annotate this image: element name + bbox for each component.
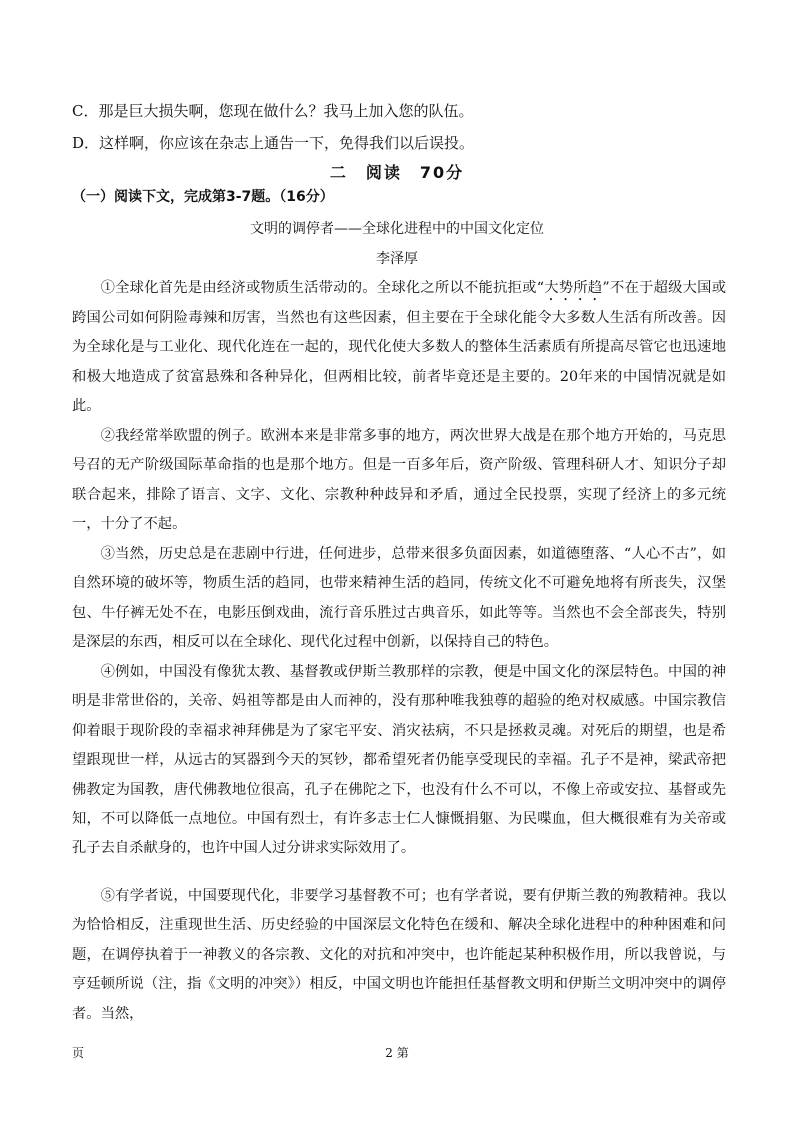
paragraph-1-text-a: ①全球化首先是由经济或物质生活带动的。全球化之所以不能抗拒或“ [100,280,545,296]
section-title: 二 阅读 70分 [329,163,465,182]
footer-page-label: 页 [72,1046,85,1060]
article-title: 文明的调停者——全球化进程中的中国文化定位 [250,221,544,237]
paragraph-4: ④例如，中国没有像犹太教、基督教或伊斯兰教那样的宗教，便是中国文化的深层特色。中国的神明是非常世俗的，关帝、妈祖等都是由人而神的，没有那种唯我独尊的超验的绝对权威感。中国宗教信仰着眼于现阶段的幸福求神拜佛是为了家宅平安、消灾祛病，不只是拯救灵魂。对死后的期望，也是希望跟现世一样，从远古的冥器到今天的冥钞，都希望死者仍能享受现民的幸福。孔子不是神，梁武帝把佛教定为国教，唐代佛教地位很高，孔子在佛陀之下，也没有什么不可以，不像上帝或安拉、基督或先知，不可以降低一点地位。中国有烈士，有许多志士仁人慷慨捐躯、为民喋血，但大概很难有为关帝或孔子去自杀献身的，也许中国人过分讲求实际效用了。 [72,664,726,857]
article-author: 李泽厚 [376,251,418,267]
paragraph-1-text-b: ”不在于超级大国或跨国公司如何阴险毒辣和厉害，当然也有这些因素，但主要在于全球化能令大多数人生活有所改善。因为全球化是与工业化、现代化连在一起的，现代化使大多数人的整体生活素质有所提高尽管它也迅速地和极大地造成了贫富悬殊和各种异化，但两相比较，前者毕竟还是主要的。20年来的中国情况就是如此。 [72,280,727,415]
paragraph-2: ②我经常举欧盟的例子。欧洲本来是非常多事的地方，两次世界大战是在那个地方开始的，马克思号召的无产阶级国际革命指的也是那个地方。但是一百多年后，资产阶级、管理科研人才、知识分子却联合起来，排除了语言、文字、文化、宗教种种歧异和矛盾，通过全民投票，实现了经济上的多元统一，十分了不起。 [72,428,726,533]
paragraph-5: ⑤有学者说，中国要现代化，非要学习基督教不可；也有学者说，要有伊斯兰教的殉教精神。我以为恰恰相反，注重现世生活、历史经验的中国深层文化特色在缓和、解决全球化进程中的种种困难和问题，在调停执着于一神教义的各宗教、文化的对抗和冲突中，也许能起某种积极作用，所以我曾说，与亨廷顿所说（注，指《文明的冲突》）相反，中国文明也许能担任基督教文明和伊斯兰文明冲突中的调停者。当然， [72,888,726,1022]
question-instruction: （一）阅读下文，完成第3-7题。（16分） [72,189,334,205]
page-number: 2 第 [385,1046,409,1060]
paragraph-3: ③当然，历史总是在悲剧中行进，任何进步，总带来很多负面因素，如道德堕落、“人心不古”，如自然环境的破坏等，物质生活的趋同，也带来精神生活的趋同，传统文化不可避免地将有所丧失，汉堡包、牛仔裤无处不在，电影压倒戏曲，流行音乐胜过古典音乐，如此等等。当然也不会全部丧失，特别是深层的东西，相反可以在全球化、现代化过程中创新，以保持自己的特色。 [72,546,726,651]
paragraph-1 [72,274,726,422]
emphasized-phrase: 大势所趋 [544,280,603,296]
option-c: C．那是巨大损失啊，您现在做什么？我马上加入您的队伍。 [72,102,474,120]
option-d: D．这样啊，你应该在杂志上通告一下，免得我们以后误投。 [72,134,475,152]
